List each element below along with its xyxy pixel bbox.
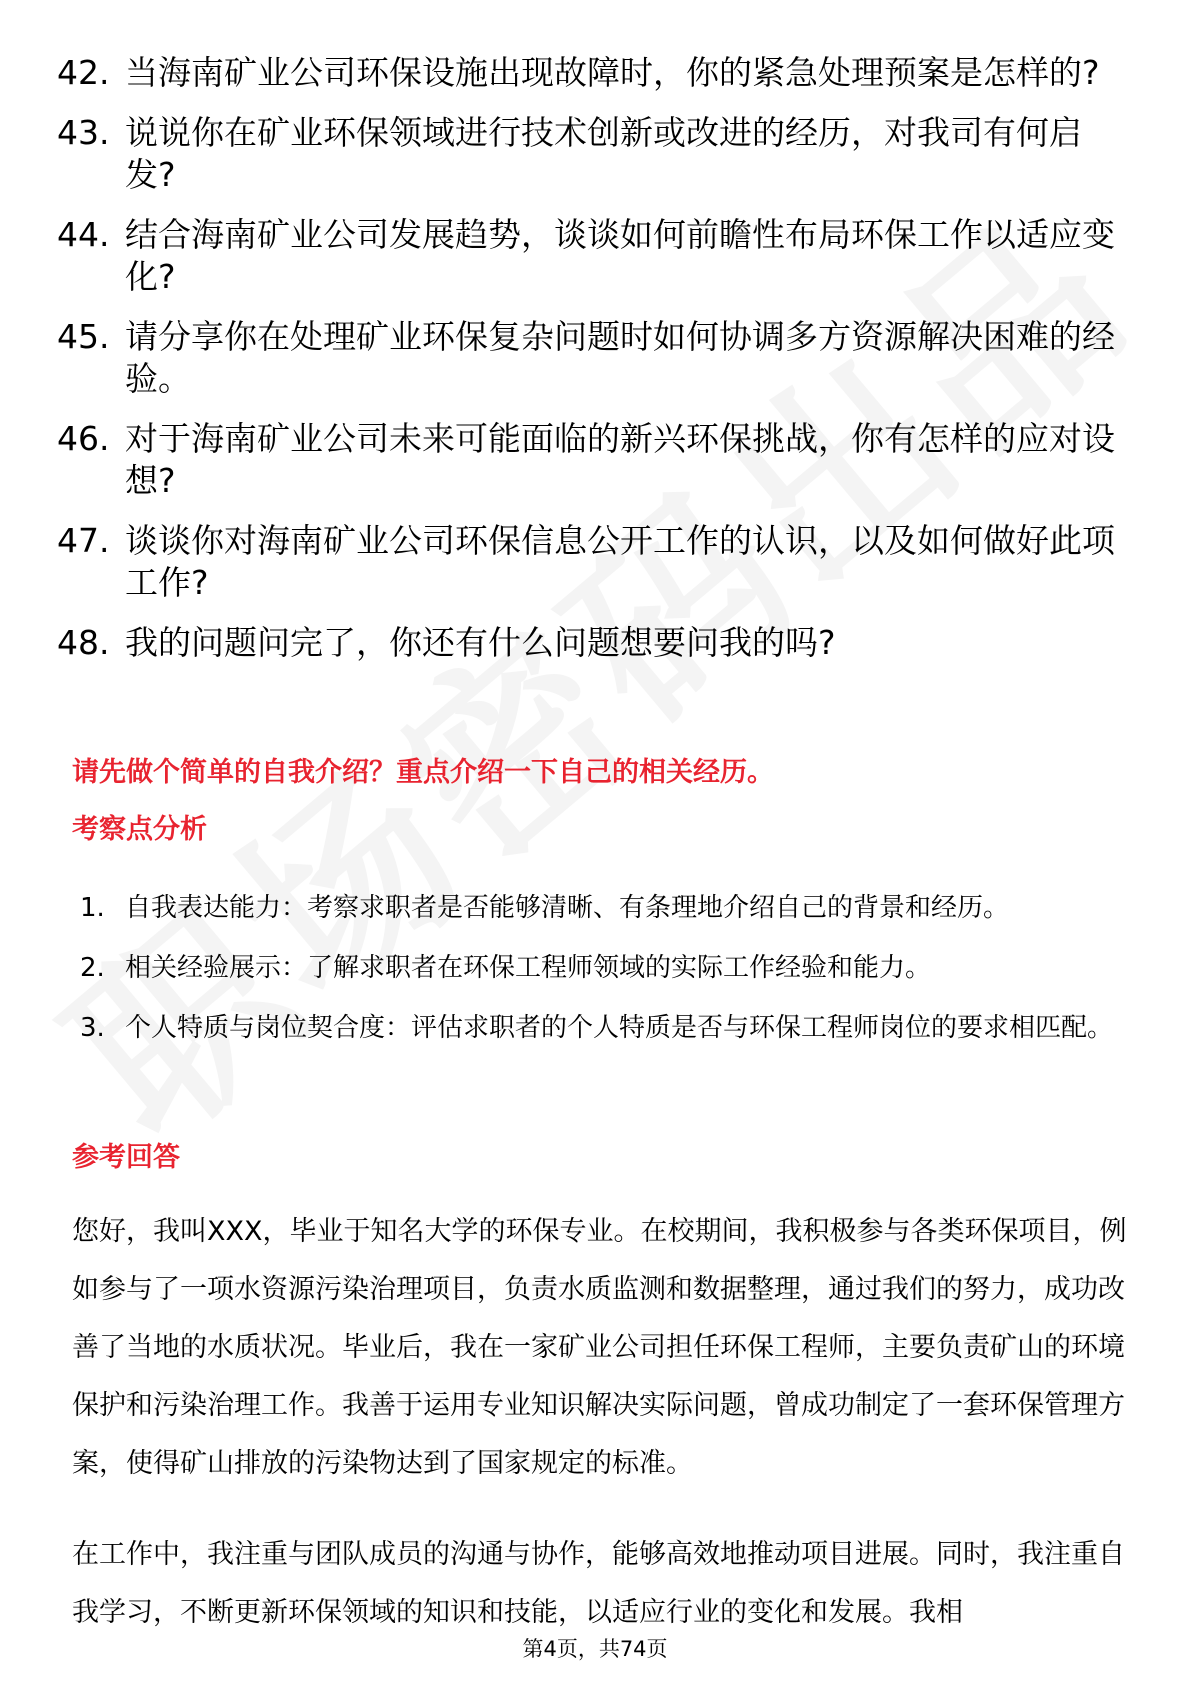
question-text: 对于海南矿业公司未来可能面临的新兴环保挑战，你有怎样的应对设想? [125,419,1115,500]
analysis-item [80,998,1125,1058]
analysis-number: 2. [80,953,105,983]
question-text: 谈谈你对海南矿业公司环保信息公开工作的认识，以及如何做好此项工作? [125,521,1115,602]
analysis-item [80,878,1125,938]
reference-heading: 参考回答 [72,1142,180,1173]
question-number: 45. [57,317,110,356]
question-item [57,52,1127,94]
analysis-heading: 考察点分析 [72,814,207,845]
analysis-text: 相关经验展示：了解求职者在环保工程师领域的实际工作经验和能力。 [125,953,932,983]
question-number: 46. [57,419,110,458]
question-text: 当海南矿业公司环保设施出现故障时，你的紧急处理预案是怎样的? [125,53,1100,92]
question-number: 42. [57,53,110,92]
question-number: 47. [57,521,110,560]
question-item [57,214,1127,298]
question-number: 44. [57,215,110,254]
analysis-number: 3. [80,1013,105,1043]
question-text: 我的问题问完了，你还有什么问题想要问我的吗? [125,623,836,662]
question-text: 说说你在矿业环保领域进行技术创新或改进的经历，对我司有何启发? [125,113,1082,194]
answer-paragraph: 在工作中，我注重与团队成员的沟通与协作，能够高效地推动项目进展。同时，我注重自我学习，不断更新环保领域的知识和技能，以适应行业的变化和发展。我相 [72,1539,1125,1628]
analysis-item [80,938,1125,998]
question-item [57,316,1127,400]
question-list [57,52,1127,682]
featured-question: 请先做个简单的自我介绍？重点介绍一下自己的相关经历。 [72,757,774,788]
question-item [57,418,1127,502]
question-text: 请分享你在处理矿业环保复杂问题时如何协调多方资源解决困难的经验。 [125,317,1115,398]
analysis-number: 1. [80,893,105,923]
analysis-text: 自我表达能力：考察求职者是否能够清晰、有条理地介绍自己的背景和经历。 [125,893,1010,923]
question-number: 48. [57,623,110,662]
analysis-list [80,878,1125,1058]
question-text: 结合海南矿业公司发展趋势，谈谈如何前瞻性布局环保工作以适应变化? [125,215,1115,296]
question-item [57,520,1127,604]
question-number: 43. [57,113,110,152]
analysis-text: 个人特质与岗位契合度：评估求职者的个人特质是否与环保工程师岗位的要求相匹配。 [125,1013,1114,1043]
question-item [57,112,1127,196]
page-footer: 第4页，共74页 [522,1637,668,1661]
question-item [57,622,1127,664]
answer-paragraph: 您好，我叫XXX，毕业于知名大学的环保专业。在校期间，我积极参与各类环保项目，例如参与了一项水资源污染治理项目，负责水质监测和数据整理，通过我们的努力，成功改善了当地的水质状况。毕业后，我在一家矿业公司担任环保工程师，主要负责矿山的环境保护和污染治理工作。我善于运用专业知识解决实际问题，曾成功制定了一套环保管理方案，使得矿山排放的污染物达到了国家规定的标准。 [72,1216,1127,1479]
